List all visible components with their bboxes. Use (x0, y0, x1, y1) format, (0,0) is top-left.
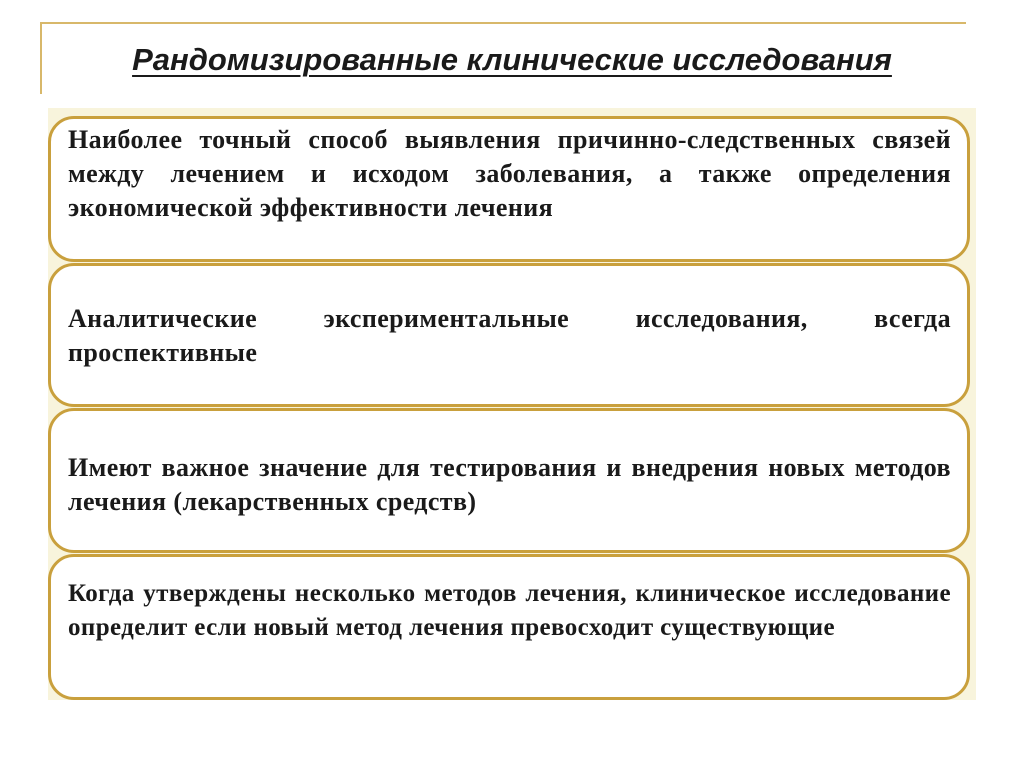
statement-text-4: Когда утверждены несколько методов лечения, клиническое исследование определит если новый метод лечения превосходит существующие (68, 580, 951, 641)
slide-title (40, 40, 984, 80)
statement-card-1 (48, 116, 970, 262)
statement-text-3: Имеют важное значение для тестирования и внедрения новых методов лечения (лекарственных средств) (68, 453, 951, 516)
slide-title-text: Рандомизированные клинические исследования (132, 42, 892, 77)
statement-card-3 (48, 408, 970, 553)
statement-text-2: Аналитические экспериментальные исследования, всегда проспективные (68, 304, 951, 367)
statement-card-4 (48, 554, 970, 700)
statement-card-2 (48, 263, 970, 407)
statement-text-1: Наиболее точный способ выявления причинно-следственных связей между лечением и исходом заболевания, а также определения экономической эффективности лечения (68, 125, 951, 222)
decorative-top-rule (40, 22, 966, 24)
